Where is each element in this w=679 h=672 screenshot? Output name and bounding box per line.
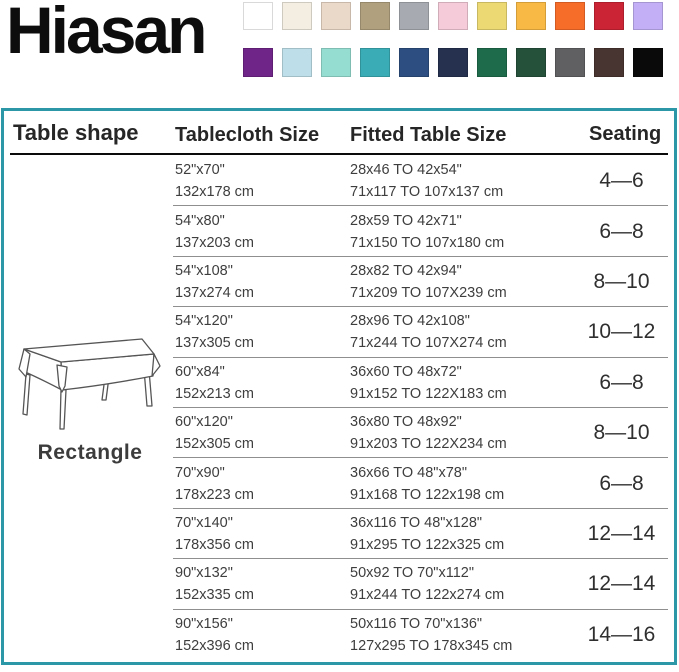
tablecloth-size-cell — [175, 361, 350, 405]
seating-cell: 6—8 — [599, 471, 644, 495]
fitted-table-size-cell — [350, 613, 579, 657]
tablecloth-size-cm: 137x305 cm — [175, 335, 254, 352]
fitted-size-inches: 28x46 TO 42x54" — [350, 162, 462, 179]
tablecloth-size-cm: 152x396 cm — [175, 637, 254, 654]
fitted-table-size-cell — [350, 411, 579, 455]
size-chart-table — [1, 108, 677, 665]
fitted-size-inches: 28x59 TO 42x71" — [350, 212, 462, 229]
swatch-row-1 — [243, 2, 673, 30]
color-swatch — [594, 2, 624, 30]
tablecloth-size-cm: 178x356 cm — [175, 537, 254, 554]
fitted-size-cm: 71x244 TO 107X274 cm — [350, 335, 507, 352]
tablecloth-size-cell — [175, 512, 350, 556]
color-swatch — [633, 2, 663, 30]
color-swatch — [360, 2, 390, 30]
color-swatch — [516, 48, 546, 77]
tablecloth-size-inches: 60"x120" — [175, 414, 233, 431]
fitted-size-cm: 91x152 TO 122X183 cm — [350, 385, 507, 402]
color-swatch — [594, 48, 624, 77]
table-row — [4, 610, 674, 660]
fitted-table-size-cell — [350, 462, 579, 506]
table-row — [4, 156, 674, 206]
tablecloth-size-cm: 152x213 cm — [175, 385, 254, 402]
tablecloth-size-inches: 90"x156" — [175, 615, 233, 632]
seating-cell: 4—6 — [599, 169, 644, 193]
tablecloth-size-cm: 152x335 cm — [175, 587, 254, 604]
color-swatch — [243, 48, 273, 77]
seating-cell: 10—12 — [587, 320, 656, 344]
table-row — [4, 559, 674, 609]
color-swatch — [438, 48, 468, 77]
header-underline — [10, 153, 668, 155]
color-swatch-grid — [243, 2, 673, 77]
table-row — [4, 206, 674, 256]
fitted-size-inches: 36x116 TO 48"x128" — [350, 515, 483, 532]
tablecloth-size-cell — [175, 613, 350, 657]
tablecloth-size-cell — [175, 159, 350, 203]
color-swatch — [477, 2, 507, 30]
tablecloth-size-cell — [175, 462, 350, 506]
color-swatch — [516, 2, 546, 30]
fitted-size-inches: 36x60 TO 48x72" — [350, 363, 462, 380]
color-swatch — [282, 2, 312, 30]
shape-label-rectangle: Rectangle — [37, 441, 143, 464]
fitted-size-inches: 28x82 TO 42x94" — [350, 263, 462, 280]
color-swatch — [633, 48, 663, 77]
table-row — [4, 408, 674, 458]
color-swatch — [360, 48, 390, 77]
column-header-fitted-table-size: Fitted Table Size — [350, 124, 507, 146]
seating-cell: 8—10 — [593, 421, 650, 445]
color-swatch — [399, 2, 429, 30]
color-swatch — [399, 48, 429, 77]
fitted-size-inches: 50x116 TO 70"x136" — [350, 615, 483, 632]
tablecloth-size-cell — [175, 260, 350, 304]
brand-logo: Hiasan — [6, 0, 205, 67]
tablecloth-size-cm: 178x223 cm — [175, 486, 254, 503]
size-rows — [4, 156, 674, 660]
tablecloth-size-inches: 54"x80" — [175, 212, 225, 229]
tablecloth-size-cm: 152x305 cm — [175, 436, 254, 453]
color-swatch — [438, 2, 468, 30]
tablecloth-size-cm: 137x274 cm — [175, 285, 254, 302]
fitted-size-inches: 36x66 TO 48"x78" — [350, 464, 467, 481]
fitted-size-cm: 91x203 TO 122X234 cm — [350, 436, 507, 453]
tablecloth-size-inches: 54"x108" — [175, 263, 233, 280]
column-header-tablecloth-size: Tablecloth Size — [175, 124, 320, 146]
seating-cell: 6—8 — [599, 219, 644, 243]
swatch-row-2 — [243, 48, 673, 77]
fitted-size-cm: 71x209 TO 107X239 cm — [350, 285, 507, 302]
fitted-size-cm: 71x117 TO 107x137 cm — [350, 184, 504, 201]
tablecloth-size-inches: 70"x140" — [175, 515, 233, 532]
color-swatch — [321, 2, 351, 30]
table-row — [4, 257, 674, 307]
fitted-size-cm: 91x168 TO 122x198 cm — [350, 486, 505, 503]
tablecloth-size-cm: 132x178 cm — [175, 184, 254, 201]
fitted-table-size-cell — [350, 159, 579, 203]
color-swatch — [243, 2, 273, 30]
color-swatch — [555, 2, 585, 30]
seating-cell: 12—14 — [587, 522, 656, 546]
fitted-table-size-cell — [350, 210, 579, 254]
tablecloth-size-cell — [175, 562, 350, 606]
fitted-size-inches: 28x96 TO 42x108" — [350, 313, 470, 330]
fitted-table-size-cell — [350, 310, 579, 354]
color-swatch — [477, 48, 507, 77]
tablecloth-size-inches: 70"x90" — [175, 464, 225, 481]
fitted-size-inches: 50x92 TO 70"x112" — [350, 565, 474, 582]
color-swatch — [282, 48, 312, 77]
seating-cell: 6—8 — [599, 370, 644, 394]
fitted-table-size-cell — [350, 260, 579, 304]
color-swatch — [555, 48, 585, 77]
fitted-size-cm: 71x150 TO 107x180 cm — [350, 234, 505, 251]
table-row — [4, 358, 674, 408]
tablecloth-size-cell — [175, 310, 350, 354]
fitted-table-size-cell — [350, 562, 579, 606]
tablecloth-size-inches: 90"x132" — [175, 565, 233, 582]
tablecloth-size-inches: 54"x120" — [175, 313, 233, 330]
column-header-seating: Seating — [589, 123, 662, 145]
fitted-size-inches: 36x80 TO 48x92" — [350, 414, 462, 431]
table-row — [4, 307, 674, 357]
fitted-table-size-cell — [350, 512, 579, 556]
tablecloth-size-inches: 52"x70" — [175, 162, 225, 179]
fitted-table-size-cell — [350, 361, 579, 405]
table-row — [4, 509, 674, 559]
color-swatch — [321, 48, 351, 77]
table-row — [4, 458, 674, 508]
fitted-size-cm: 127x295 TO 178x345 cm — [350, 637, 513, 654]
tablecloth-size-cm: 137x203 cm — [175, 234, 254, 251]
tablecloth-size-cell — [175, 411, 350, 455]
seating-cell: 8—10 — [593, 270, 650, 294]
seating-cell: 12—14 — [587, 572, 656, 596]
fitted-size-cm: 91x295 TO 122x325 cm — [350, 537, 505, 554]
tablecloth-size-cell — [175, 210, 350, 254]
seating-cell: 14—16 — [587, 622, 656, 646]
fitted-size-cm: 91x244 TO 122x274 cm — [350, 587, 505, 604]
column-header-table-shape: Table shape — [13, 120, 139, 145]
tablecloth-size-inches: 60"x84" — [175, 363, 225, 380]
